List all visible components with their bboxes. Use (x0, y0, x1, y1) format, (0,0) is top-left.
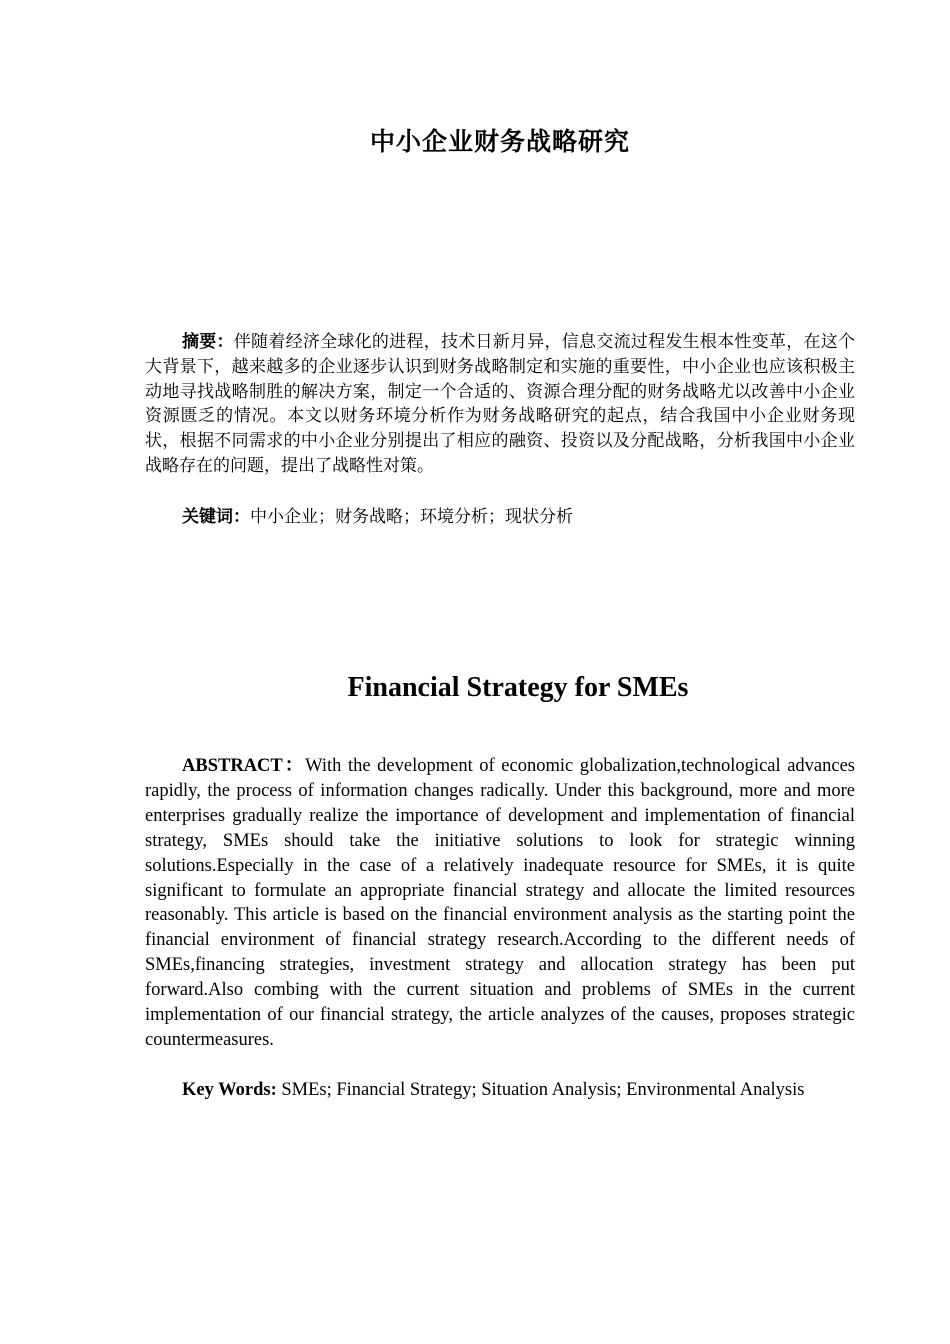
chinese-abstract-text: 伴随着经济全球化的进程，技术日新月异，信息交流过程发生根本性变革，在这个大背景下，越来越多的企业逐步认识到财务战略制定和实施的重要性，中小企业也应该积极主动地寻找战略制胜的解决方案，制定一个合适的、资源合理分配的财务战略尤以改善中小企业资源匮乏的情况。本文以财务环境分析作为财务战略研究的起点，结合我国中小企业财务现状，根据不同需求的中小企业分别提出了相应的融资、投资以及分配战略，分析我国中小企业战略存在的问题，提出了战略性对策。 (145, 332, 856, 476)
chinese-title: 中小企业财务战略研究 (369, 127, 630, 156)
english-keywords-label: Key Words: (182, 1080, 277, 1100)
chinese-keywords-text: 中小企业；财务战略；环境分析；现状分析 (250, 507, 573, 527)
english-keywords-text: SMEs; Financial Strategy; Situation Analysis; Environmental Analysis (276, 1080, 805, 1100)
english-abstract-text: With the development of economic globalization,technological advances rapidly, the process of information changes radically. Under this background, more and more enterprises gradually realize the importance of development and implementation of financial strategy, SMEs should take the initiative solutions to look for strategic winning solutions.Especially in the case of a relatively inadequate resource for SMEs, it is quite significant to formulate an appropriate financial strategy and allocate the limited resources reasonably. This article is based on the financial environment analysis as the starting point the financial environment of financial strategy research.According to the different needs of SMEs,financing strategies, investment strategy and allocation strategy has been put forward.Also combing with the current situation and problems of SMEs in the current implementation of our financial strategy, the article analyzes of the causes, proposes strategic countermeasures. (145, 756, 855, 1050)
chinese-abstract (145, 330, 855, 479)
english-abstract-label: ABSTRACT： (182, 756, 306, 776)
english-keywords (145, 1078, 855, 1103)
chinese-keywords-label: 关键词： (182, 507, 250, 527)
english-abstract (145, 754, 855, 1053)
english-title: Financial Strategy for SMEs (347, 672, 689, 703)
chinese-abstract-label: 摘要： (182, 332, 234, 352)
chinese-keywords (145, 505, 855, 530)
